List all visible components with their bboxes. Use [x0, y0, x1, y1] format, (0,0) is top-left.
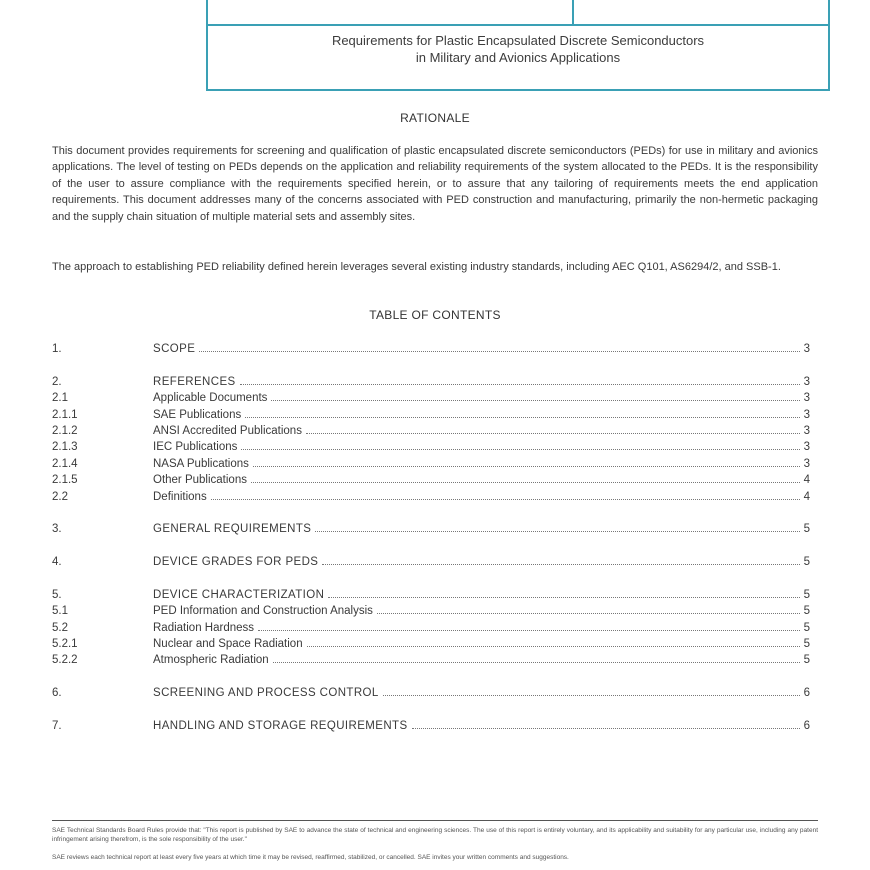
- toc-entry-body: [153, 456, 810, 472]
- toc-dot-leader: [271, 390, 799, 401]
- toc-entry: [52, 439, 810, 455]
- toc-entry-page: 5: [803, 621, 810, 634]
- toc-entry-number: 5.: [52, 588, 62, 601]
- toc-entry-page: 5: [803, 638, 810, 651]
- toc-entry-page: 3: [803, 457, 810, 470]
- toc-entry-number: 2.1.4: [52, 457, 78, 470]
- toc-entry-page: 5: [803, 523, 810, 536]
- toc-entry-label: SCREENING AND PROCESS CONTROL: [153, 687, 379, 700]
- toc-entry-label: ANSI Accredited Publications: [153, 424, 302, 437]
- toc-entry-body: [153, 390, 810, 406]
- toc-entry-page: 3: [803, 408, 810, 421]
- toc-entry-body: [153, 341, 810, 357]
- toc-entry-page: 5: [803, 556, 810, 569]
- toc-entry-label: IEC Publications: [153, 441, 238, 454]
- toc-entry: [52, 374, 810, 390]
- toc-entry-body: [153, 685, 810, 701]
- toc-entry: [52, 718, 810, 734]
- toc-entry: [52, 456, 810, 472]
- toc-entry: [52, 652, 810, 668]
- toc-entry-body: [153, 554, 810, 570]
- toc-entry-body: [153, 603, 810, 619]
- toc-entry: [52, 472, 810, 488]
- toc-entry-number: 2.1: [52, 392, 68, 405]
- rationale-heading: RATIONALE: [400, 111, 470, 125]
- toc-entry-label: PED Information and Construction Analysis: [153, 605, 373, 618]
- toc-dot-leader: [240, 374, 800, 385]
- toc-entry-body: [153, 636, 810, 652]
- toc-entry-label: SCOPE: [153, 343, 196, 355]
- toc-heading: TABLE OF CONTENTS: [369, 308, 501, 322]
- toc-entry-number: 3.: [52, 523, 62, 536]
- toc-dot-leader: [258, 620, 800, 631]
- toc-entry-body: [153, 489, 810, 505]
- toc-entry-label: REFERENCES: [153, 375, 236, 388]
- toc-entry-label: Definitions: [153, 490, 207, 503]
- toc-entry: [52, 587, 810, 603]
- toc-entry-body: [153, 472, 810, 488]
- toc-entry-page: 5: [803, 654, 810, 667]
- toc-entry-number: 5.2: [52, 621, 68, 634]
- toc-entry-page: 3: [803, 441, 810, 454]
- toc-entry: [52, 521, 810, 537]
- footer-note-2: SAE reviews each technical report at least every five years at which time it may be revised, reaffirmed, stabilized, or cancelled. SAE invites your written comments and suggestions.: [52, 854, 569, 861]
- toc-entry-label: Applicable Documents: [153, 392, 268, 405]
- rationale-paragraph-1: This document provides requirements for screening and qualification of plastic encapsulated discrete semiconductors (PEDs) for use in military and avionics applications. The level of testing on PEDs depends on the application and reliability requirements of the system allocated to the PEDs. It is the responsibility of the user to assure compliance with the requirements specified herein, or to assure that any tailoring of requirements meets the end application requirements. This document addresses many of the concerns associated with PED construction and manufacturing, primarily the non-hermetic packaging and the supply chain situation of multiple material sets and assembly sites.: [52, 145, 818, 223]
- toc-entry: [52, 636, 810, 652]
- toc-entry-number: 4.: [52, 556, 62, 569]
- toc-entry-page: 3: [803, 392, 810, 405]
- toc-entry: [52, 390, 810, 406]
- toc-entry-page: 3: [803, 424, 810, 437]
- toc-entry-label: HANDLING AND STORAGE REQUIREMENTS: [153, 719, 408, 732]
- toc-entry-page: 5: [803, 588, 810, 601]
- toc-entry-number: 2.2: [52, 490, 68, 503]
- document-title: [208, 32, 828, 66]
- toc-entry-number: 6.: [52, 687, 62, 700]
- toc-entry-label: Nuclear and Space Radiation: [153, 638, 303, 651]
- toc-entry: [52, 423, 810, 439]
- toc-entry: [52, 407, 810, 423]
- toc-entry-page: 3: [803, 375, 810, 388]
- toc-entry-number: 5.1: [52, 605, 68, 618]
- toc-entry-page: 3: [803, 343, 810, 355]
- toc-dot-leader: [241, 439, 799, 450]
- toc-entry-number: 1.: [52, 343, 62, 355]
- toc-dot-leader: [315, 521, 799, 532]
- toc-entry: [52, 620, 810, 636]
- toc-dot-leader: [253, 456, 800, 467]
- toc-entry-label: GENERAL REQUIREMENTS: [153, 523, 312, 536]
- toc-entry-label: SAE Publications: [153, 408, 242, 421]
- toc-dot-leader: [383, 685, 800, 696]
- toc-entry-page: 6: [803, 687, 810, 700]
- toc-dot-leader: [306, 423, 800, 434]
- table-of-contents: [52, 341, 810, 734]
- toc-entry-page: 6: [803, 719, 810, 732]
- footer-rule: [52, 820, 818, 821]
- toc-entry-label: NASA Publications: [153, 457, 249, 470]
- toc-dot-leader: [211, 489, 800, 500]
- toc-entry-label: DEVICE GRADES FOR PEDS: [153, 556, 319, 569]
- toc-dot-leader: [273, 652, 800, 663]
- toc-entry-page: 4: [803, 474, 810, 487]
- toc-entry-number: 2.1.2: [52, 424, 78, 437]
- toc-entry-number: 2.1.5: [52, 474, 78, 487]
- toc-entry-body: [153, 652, 810, 668]
- footer-note-1: SAE Technical Standards Board Rules provide that: "This report is published by SAE to advance the state of technical and engineering sciences. The use of this report is entirely voluntary, and its applicability and suitability for any particular use, including any patent infringement arising therefrom, is the sole responsibility of the user.": [52, 827, 818, 843]
- toc-entry-number: 7.: [52, 719, 62, 732]
- toc-entry: [52, 685, 810, 701]
- toc-entry: [52, 554, 810, 570]
- toc-entry: [52, 341, 810, 357]
- toc-entry-label: DEVICE CHARACTERIZATION: [153, 588, 325, 601]
- toc-dot-leader: [199, 341, 799, 352]
- toc-entry-number: 2.1.3: [52, 441, 78, 454]
- toc-dot-leader: [412, 718, 800, 729]
- rationale-paragraph-2: The approach to establishing PED reliability defined herein leverages several existing industry standards, including AEC Q101, AS6294/2, and SSB-1.: [52, 261, 781, 273]
- toc-entry-body: [153, 620, 810, 636]
- toc-dot-leader: [307, 636, 800, 647]
- toc-entry-body: [153, 439, 810, 455]
- toc-entry-number: 5.2.1: [52, 638, 78, 651]
- title-box-divider: [572, 0, 574, 26]
- toc-entry-body: [153, 407, 810, 423]
- toc-entry-number: 2.1.1: [52, 408, 78, 421]
- toc-entry-body: [153, 718, 810, 734]
- toc-entry: [52, 603, 810, 619]
- document-title-line1: Requirements for Plastic Encapsulated Discrete Semiconductors: [331, 33, 705, 48]
- toc-dot-leader: [377, 603, 800, 614]
- title-box-top-row: [208, 0, 828, 26]
- title-box: [206, 0, 830, 91]
- toc-entry-number: 2.: [52, 375, 62, 388]
- toc-dot-leader: [322, 554, 799, 565]
- toc-entry-body: [153, 587, 810, 603]
- toc-dot-leader: [251, 472, 800, 483]
- toc-entry-label: Radiation Hardness: [153, 621, 255, 634]
- toc-entry-body: [153, 521, 810, 537]
- toc-entry: [52, 489, 810, 505]
- toc-entry-number: 5.2.2: [52, 654, 78, 667]
- toc-entry-label: Atmospheric Radiation: [153, 654, 269, 667]
- toc-dot-leader: [245, 407, 799, 418]
- toc-entry-body: [153, 423, 810, 439]
- toc-entry-label: Other Publications: [153, 474, 247, 487]
- document-title-line2: in Military and Avionics Applications: [415, 50, 621, 65]
- toc-dot-leader: [328, 587, 799, 598]
- toc-entry-body: [153, 374, 810, 390]
- toc-entry-page: 4: [803, 490, 810, 503]
- toc-entry-page: 5: [803, 605, 810, 618]
